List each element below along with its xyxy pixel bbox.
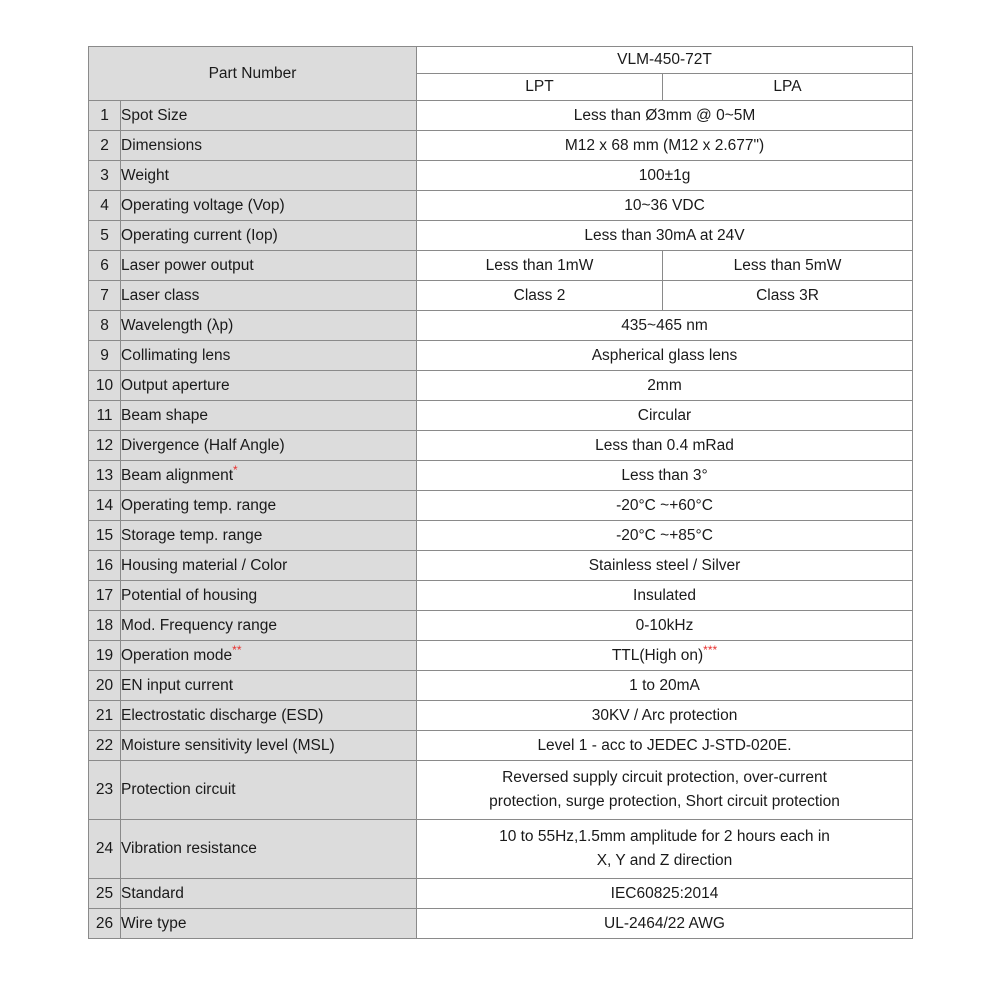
- row-label: [121, 401, 417, 431]
- row-value-text: UL-2464/22 AWG: [604, 914, 725, 932]
- row-label-text: Weight: [121, 166, 169, 184]
- row-label: [121, 341, 417, 371]
- row-label-text: Housing material / Color: [121, 556, 288, 574]
- row-value: [417, 820, 913, 879]
- table-row: [89, 761, 913, 820]
- part-number-value: VLM-450-72T: [417, 47, 913, 74]
- row-value: [417, 131, 913, 161]
- row-label: [121, 371, 417, 401]
- row-value-text: M12 x 68 mm (M12 x 2.677"): [564, 136, 765, 154]
- table-row: [89, 879, 913, 909]
- row-label-text: Divergence (Half Angle): [121, 436, 285, 454]
- row-label-text: Operating voltage (Vop): [121, 196, 285, 214]
- row-number: 5: [89, 221, 121, 251]
- row-number: 17: [89, 581, 121, 611]
- row-value: [417, 521, 913, 551]
- row-value-text: Less than 0.4 mRad: [595, 436, 734, 454]
- row-label: [121, 431, 417, 461]
- row-number: 23: [89, 761, 121, 820]
- row-value-lpa: Class 3R: [663, 281, 913, 311]
- row-label-text: Dimensions: [121, 136, 202, 154]
- table-row: [89, 461, 913, 491]
- row-label: [121, 251, 417, 281]
- table-row: [89, 701, 913, 731]
- row-number: 7: [89, 281, 121, 311]
- row-value-text: TTL(High on): [611, 646, 704, 664]
- row-value-text: 10~36 VDC: [624, 196, 705, 214]
- row-label: [121, 909, 417, 939]
- value-footnote-marker-icon: ***: [703, 642, 718, 657]
- table-row: [89, 731, 913, 761]
- row-value-line-1: Reversed supply circuit protection, over-current: [502, 769, 827, 787]
- table-row: [89, 221, 913, 251]
- row-value-text: Aspherical glass lens: [591, 346, 738, 364]
- row-value: [417, 909, 913, 939]
- footnote-marker-icon: **: [232, 642, 242, 657]
- table-header-part-number: [89, 47, 913, 74]
- row-number: 19: [89, 641, 121, 671]
- row-number: 8: [89, 311, 121, 341]
- row-label-text: Beam shape: [121, 406, 209, 424]
- row-value-line-1: 10 to 55Hz,1.5mm amplitude for 2 hours each in: [499, 828, 830, 846]
- row-label-text: Laser power output: [121, 256, 254, 274]
- row-number: 26: [89, 909, 121, 939]
- row-label-text: Wavelength (λp): [121, 316, 234, 334]
- row-number: 1: [89, 101, 121, 131]
- row-label: [121, 311, 417, 341]
- row-value-lpa: Less than 5mW: [663, 251, 913, 281]
- row-value-text: Insulated: [633, 586, 696, 604]
- table-row: [89, 131, 913, 161]
- row-value-text: -20°C ~+85°C: [616, 526, 713, 544]
- row-label-text: Operating current (Iop): [121, 226, 278, 244]
- row-label-text: Operating temp. range: [121, 496, 277, 514]
- table-row: [89, 371, 913, 401]
- row-number: 6: [89, 251, 121, 281]
- row-value-text: Less than Ø3mm @ 0~5M: [573, 106, 756, 124]
- row-value: [417, 191, 913, 221]
- row-value: [417, 701, 913, 731]
- row-label-text: Wire type: [121, 914, 187, 932]
- row-label: [121, 761, 417, 820]
- row-value-text: 1 to 20mA: [629, 676, 700, 694]
- specification-sheet: [88, 46, 912, 939]
- row-value: [417, 161, 913, 191]
- table-row: [89, 551, 913, 581]
- row-label: [121, 581, 417, 611]
- variant-header-lpa: LPA: [663, 74, 913, 101]
- row-label: [121, 491, 417, 521]
- table-row: [89, 611, 913, 641]
- row-label-text: Moisture sensitivity level (MSL): [121, 736, 335, 754]
- row-label-text: Storage temp. range: [121, 526, 263, 544]
- table-row: [89, 671, 913, 701]
- table-row: [89, 311, 913, 341]
- row-number: 21: [89, 701, 121, 731]
- row-value: [417, 461, 913, 491]
- row-value: [417, 431, 913, 461]
- row-label: [121, 641, 417, 671]
- footnote-marker-icon: *: [233, 462, 238, 477]
- specification-table: [88, 46, 913, 939]
- row-value: [417, 611, 913, 641]
- row-value: [417, 731, 913, 761]
- row-value: [417, 341, 913, 371]
- row-label-text: Mod. Frequency range: [121, 616, 277, 634]
- row-value-text: Stainless steel / Silver: [588, 556, 741, 574]
- row-value: [417, 491, 913, 521]
- row-value: [417, 641, 913, 671]
- row-value: [417, 581, 913, 611]
- row-label-text: Spot Size: [121, 106, 188, 124]
- part-number-header-label: Part Number: [89, 47, 417, 101]
- row-number: 18: [89, 611, 121, 641]
- row-number: 22: [89, 731, 121, 761]
- row-value-text: Circular: [637, 406, 692, 424]
- row-value: [417, 311, 913, 341]
- row-value-lpt: Less than 1mW: [417, 251, 663, 281]
- row-value-text: 100±1g: [638, 166, 691, 184]
- row-label-text: Standard: [121, 884, 184, 902]
- row-number: 4: [89, 191, 121, 221]
- row-label-text: EN input current: [121, 676, 233, 694]
- row-label-text: Vibration resistance: [121, 840, 257, 858]
- row-number: 20: [89, 671, 121, 701]
- row-value-text: 30KV / Arc protection: [591, 706, 738, 724]
- row-number: 12: [89, 431, 121, 461]
- row-label-text: Output aperture: [121, 376, 230, 394]
- row-label: [121, 161, 417, 191]
- row-label: [121, 131, 417, 161]
- row-number: 9: [89, 341, 121, 371]
- row-number: 24: [89, 820, 121, 879]
- row-label: [121, 551, 417, 581]
- table-row: [89, 521, 913, 551]
- row-label: [121, 101, 417, 131]
- row-label-text: Beam alignment: [121, 466, 234, 484]
- row-label: [121, 281, 417, 311]
- table-row: [89, 909, 913, 939]
- row-value-text: 435~465 nm: [621, 316, 708, 334]
- row-number: 13: [89, 461, 121, 491]
- table-row: [89, 281, 913, 311]
- row-number: 16: [89, 551, 121, 581]
- table-row: [89, 491, 913, 521]
- row-value: [417, 101, 913, 131]
- row-label: [121, 461, 417, 491]
- table-row: [89, 101, 913, 131]
- row-number: 14: [89, 491, 121, 521]
- row-label: [121, 731, 417, 761]
- row-value-line-2: protection, surge protection, Short circuit protection: [489, 793, 840, 810]
- row-label: [121, 879, 417, 909]
- row-value: [417, 879, 913, 909]
- row-value-text: Less than 3°: [621, 466, 708, 484]
- table-row: [89, 431, 913, 461]
- row-value-text: -20°C ~+60°C: [616, 496, 713, 514]
- row-value-text: IEC60825:2014: [610, 884, 719, 902]
- row-value-lpt: Class 2: [417, 281, 663, 311]
- row-label-text: Protection circuit: [121, 781, 236, 799]
- row-label-text: Potential of housing: [121, 586, 258, 604]
- row-number: 10: [89, 371, 121, 401]
- table-row: [89, 341, 913, 371]
- row-value-text: 0-10kHz: [635, 616, 694, 634]
- row-label-text: Laser class: [121, 286, 200, 304]
- row-label: [121, 191, 417, 221]
- row-label: [121, 611, 417, 641]
- row-value-text: 2mm: [647, 376, 682, 394]
- table-row: [89, 581, 913, 611]
- row-label: [121, 820, 417, 879]
- row-value: [417, 761, 913, 820]
- row-label-text: Collimating lens: [121, 346, 231, 364]
- row-value-line-2: X, Y and Z direction: [596, 852, 733, 869]
- row-number: 3: [89, 161, 121, 191]
- row-value: [417, 221, 913, 251]
- row-value-text: Level 1 - acc to JEDEC J-STD-020E.: [537, 736, 792, 754]
- row-label-text: Electrostatic discharge (ESD): [121, 706, 324, 724]
- row-value-text: Less than 30mA at 24V: [584, 226, 745, 244]
- table-row: [89, 820, 913, 879]
- row-label: [121, 221, 417, 251]
- row-label: [121, 671, 417, 701]
- table-row: [89, 251, 913, 281]
- table-row: [89, 191, 913, 221]
- row-value: [417, 371, 913, 401]
- row-number: 15: [89, 521, 121, 551]
- variant-header-lpt: LPT: [417, 74, 663, 101]
- row-number: 25: [89, 879, 121, 909]
- row-value: [417, 551, 913, 581]
- table-row: [89, 401, 913, 431]
- table-row: [89, 161, 913, 191]
- row-label: [121, 521, 417, 551]
- row-value: [417, 401, 913, 431]
- row-number: 11: [89, 401, 121, 431]
- row-value: [417, 671, 913, 701]
- row-number: 2: [89, 131, 121, 161]
- table-row: [89, 641, 913, 671]
- row-label-text: Operation mode: [121, 646, 233, 664]
- row-label: [121, 701, 417, 731]
